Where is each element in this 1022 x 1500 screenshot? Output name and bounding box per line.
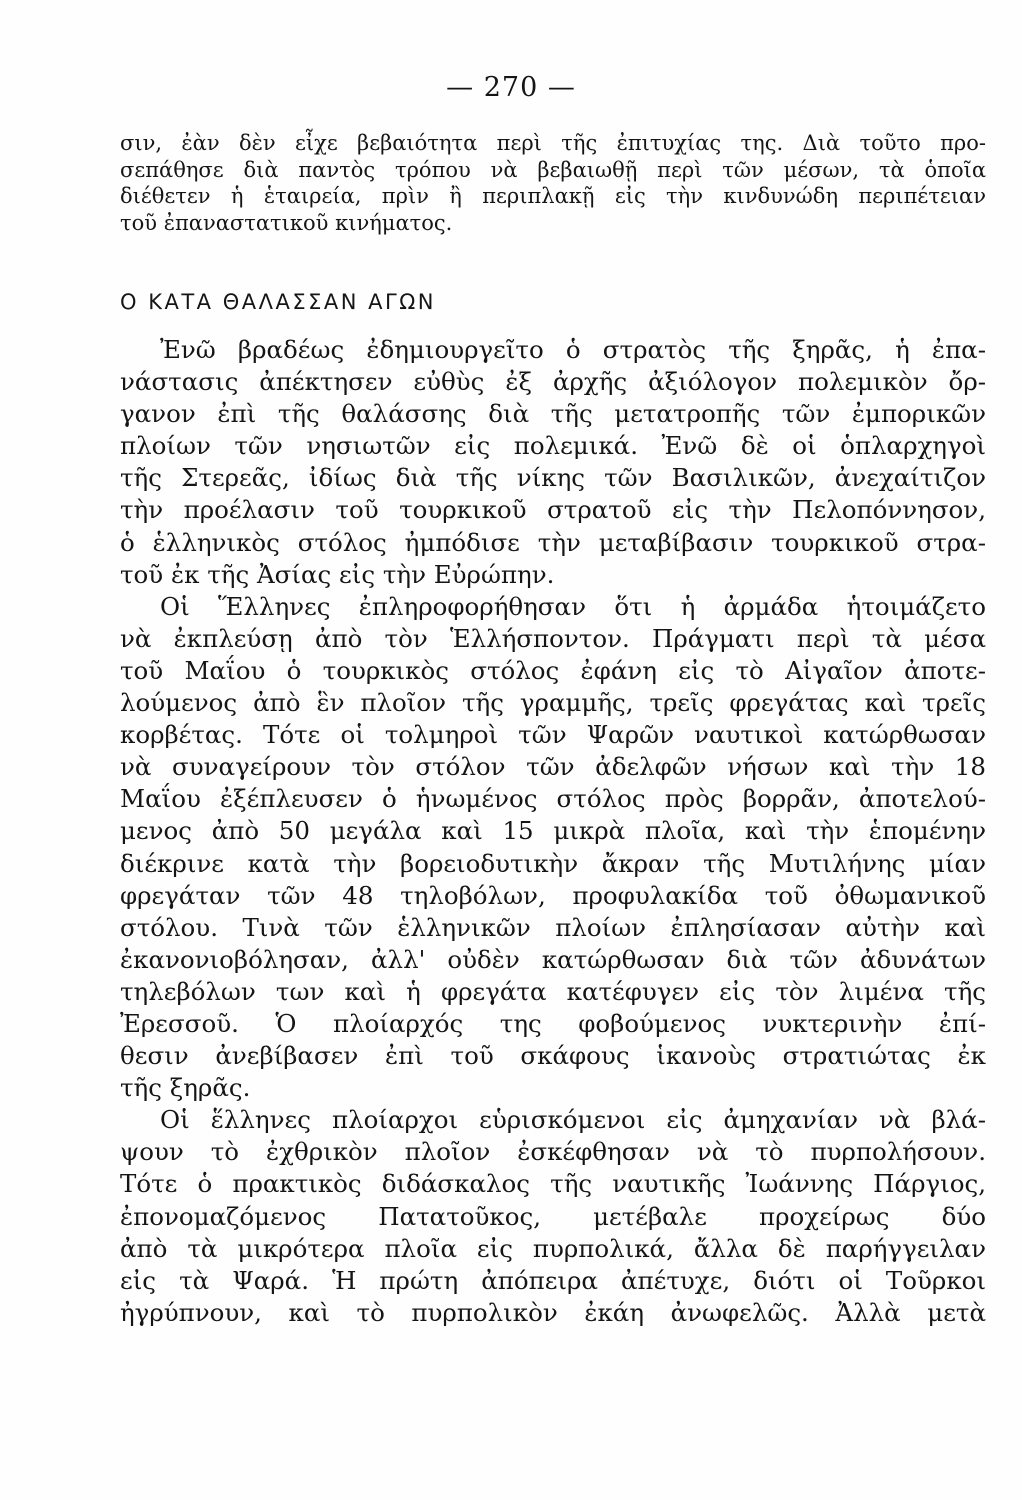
text-line: νὰ συναγείρουν τὸν στόλον τῶν ἀδελφῶν νήσων καὶ τὴν 18 (120, 752, 986, 782)
text-line: ἐκανονιοβόλησαν, ἀλλ' οὐδὲν κατώρθωσαν διὰ τῶν ἀδυνάτων (120, 944, 986, 974)
text-line: νάστασις ἀπέκτησεν εὐθὺς ἐξ ἀρχῆς ἀξιόλογον πολεμικὸν ὄρ- (120, 367, 986, 397)
text-line: φρεγάταν τῶν 48 τηλοβόλων, προφυλακίδα τοῦ ὀθωμανικοῦ (120, 880, 986, 910)
text-line: διέθετεν ἡ ἑταιρεία, πρὶν ἢ περιπλακῇ εἰς τὴν κινδυνώδη περιπέτειαν (120, 184, 986, 208)
body-text (120, 334, 986, 1329)
text-line: τοῦ Μαΐου ὁ τουρκικὸς στόλος ἐφάνη εἰς τὸ Αἰγαῖον ἀποτε- (120, 655, 986, 685)
text-line: τοῦ ἐκ τῆς Ἀσίας εἰς τὴν Εὐρώπην. (120, 559, 555, 589)
text-line: μενος ἀπὸ 50 μεγάλα καὶ 15 μικρὰ πλοῖα, καὶ τὴν ἑπομένην (120, 816, 986, 846)
text-line: εἰς τὰ Ψαρά. Ἡ πρώτη ἀπόπειρα ἀπέτυχε, διότι οἱ Τοῦρκοι (120, 1265, 986, 1295)
text-line: σεπάθησε διὰ παντὸς τρόπου νὰ βεβαιωθῇ περὶ τῶν μέσων, τὰ ὁποῖα (120, 157, 986, 182)
section-heading: Ο ΚΑΤΑ ΘΑΛΑΣΣΑΝ ΑΓΩΝ (120, 290, 436, 314)
text-line: Μαΐου ἐξέπλευσεν ὁ ἡνωμένος στόλος πρὸς βορρᾶν, ἀποτελού- (120, 784, 986, 814)
intro-paragraph (120, 130, 986, 236)
text-line: τὴν προέλασιν τοῦ τουρκικοῦ στρατοῦ εἰς τὴν Πελοπόννησον, (120, 495, 986, 525)
text-line: νὰ ἐκπλεύσῃ ἀπὸ τὸν Ἑλλήσποντον. Πράγματι περὶ τὰ μέσα (120, 623, 986, 653)
text-line: στόλου. Τινὰ τῶν ἑλληνικῶν πλοίων ἐπλησίασαν αὐτὴν καὶ (120, 912, 986, 942)
text-line: ὁ ἑλληνικὸς στόλος ἠμπόδισε τὴν μεταβίβασιν τουρκικοῦ στρα- (120, 527, 986, 557)
page-number: — 270 — (446, 72, 576, 103)
text-line: Ἐρεσσοῦ. Ὁ πλοίαρχός της φοβούμενος νυκτερινὴν ἐπί- (120, 1008, 986, 1038)
text-line: τῆς ξηρᾶς. (120, 1073, 251, 1103)
text-line: γανον ἐπὶ τῆς θαλάσσης διὰ τῆς μετατροπῆς τῶν ἐμπορικῶν (120, 399, 986, 429)
text-line: ἀπὸ τὰ μικρότερα πλοῖα εἰς πυρπολικά, ἄλλα δὲ παρήγγειλαν (120, 1233, 986, 1263)
text-line: τοῦ ἐπαναστατικοῦ κινήματος. (120, 210, 453, 235)
text-line: Οἱ Ἕλληνες ἐπληροφορήθησαν ὅτι ἡ ἀρμάδα ἡτοιμάζετο (160, 591, 986, 621)
text-line: λούμενος ἀπὸ ἓν πλοῖον τῆς γραμμῆς, τρεῖς φρεγάτας καὶ τρεῖς (120, 688, 986, 718)
text-line: σιν, ἐὰν δὲν εἶχε βεβαιότητα περὶ τῆς ἐπιτυχίας της. Διὰ τοῦτο προ- (120, 131, 986, 155)
text-line: τῆς Στερεᾶς, ἰδίως διὰ τῆς νίκης τῶν Βασιλικῶν, ἀνεχαίτιζον (120, 463, 986, 493)
text-line: ἐπονομαζόμενος Πατατοῦκος, μετέβαλε προχείρως δύο (120, 1201, 986, 1231)
text-line: ψουν τὸ ἐχθρικὸν πλοῖον ἐσκέφθησαν νὰ τὸ πυρπολήσουν. (120, 1137, 986, 1167)
text-line: κορβέτας. Τότε οἱ τολμηροὶ τῶν Ψαρῶν ναυτικοὶ κατώρθωσαν (120, 720, 986, 750)
text-line: Οἱ ἕλληνες πλοίαρχοι εὑρισκόμενοι εἰς ἀμηχανίαν νὰ βλά- (160, 1105, 986, 1135)
text-line: τηλεβόλων των καὶ ἡ φρεγάτα κατέφυγεν εἰς τὸν λιμένα τῆς (120, 976, 986, 1006)
text-line: Τότε ὁ πρακτικὸς διδάσκαλος τῆς ναυτικῆς Ἰωάννης Πάργιος, (120, 1169, 986, 1199)
text-line: πλοίων τῶν νησιωτῶν εἰς πολεμικά. Ἐνῶ δὲ οἱ ὁπλαρχηγοὶ (120, 431, 986, 461)
text-line: θεσιν ἀνεβίβασεν ἐπὶ τοῦ σκάφους ἱκανοὺς στρατιώτας ἐκ (120, 1041, 986, 1071)
text-line: Ἐνῶ βραδέως ἐδημιουργεῖτο ὁ στρατὸς τῆς ξηρᾶς, ἡ ἐπα- (160, 335, 986, 364)
text-line: διέκρινε κατὰ τὴν βορειοδυτικὴν ἄκραν τῆς Μυτιλήνης μίαν (120, 848, 986, 878)
text-line: ἠγρύπνουν, καὶ τὸ πυρπολικὸν ἐκάη ἀνωφελῶς. Ἀλλὰ μετὰ (120, 1297, 986, 1327)
